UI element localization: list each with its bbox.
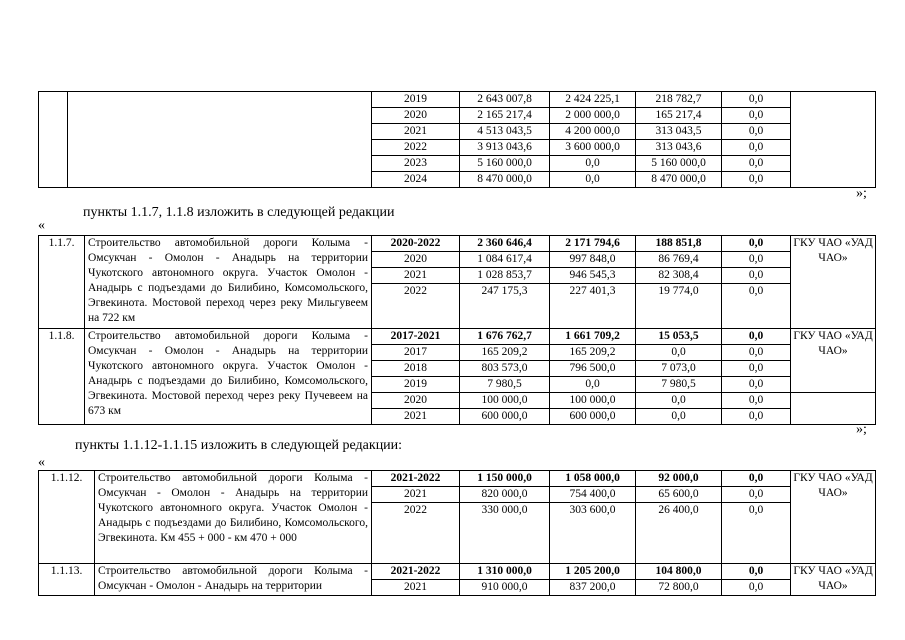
table-cell: 803 573,0 <box>460 361 550 377</box>
total-cell: 2 171 794,6 <box>550 236 636 252</box>
top-table <box>38 91 876 188</box>
table-cell: 2021 <box>372 580 460 596</box>
table-cell: 5 160 000,0 <box>460 156 550 172</box>
table-cell: 0,0 <box>722 140 791 156</box>
table-cell: 0,0 <box>722 377 791 393</box>
total-cell: 2021-2022 <box>372 471 460 487</box>
total-cell: 104 800,0 <box>636 564 722 580</box>
table-cell: 600 000,0 <box>550 409 636 425</box>
table-cell: 2021 <box>372 487 460 503</box>
table-cell: 72 800,0 <box>636 580 722 596</box>
table-cell: 2 424 225,1 <box>550 92 636 108</box>
item-number: 1.1.8. <box>39 329 85 425</box>
total-cell: 1 150 000,0 <box>460 471 550 487</box>
total-cell: 1 058 000,0 <box>550 471 636 487</box>
total-cell: 2017-2021 <box>372 329 460 345</box>
table-cell: 218 782,7 <box>636 92 722 108</box>
responsible-org: ГКУ ЧАО «УАД ЧАО» <box>791 236 876 329</box>
table-cell: 1 084 617,4 <box>460 252 550 268</box>
responsible-org: ГКУ ЧАО «УАД ЧАО» <box>791 329 876 393</box>
total-cell: 1 661 709,2 <box>550 329 636 345</box>
table-cell: 910 000,0 <box>460 580 550 596</box>
table-cell: 165 209,2 <box>460 345 550 361</box>
table-cell: 820 000,0 <box>460 487 550 503</box>
table-cell: 247 175,3 <box>460 284 550 329</box>
item-description: Строительство автомобильной дороги Колыма - Омсукчан - Омолон - Анадырь на территории Чукотского автономного округа. Участок Омолон - Анадырь с подъездами до Билибино, Комсомольского, Эгвекинота. Мостовой переход через реку Мильгувеем на 722 км <box>85 236 372 329</box>
table-cell: 0,0 <box>722 393 791 409</box>
table-cell: 2019 <box>372 377 460 393</box>
table-cell: 0,0 <box>722 409 791 425</box>
table-cell: 0,0 <box>722 268 791 284</box>
table-cell: 86 769,4 <box>636 252 722 268</box>
table-cell: 0,0 <box>722 156 791 172</box>
item-number: 1.1.12. <box>39 471 95 564</box>
table-cell: 2020 <box>372 108 460 124</box>
item-number: 1.1.13. <box>39 564 95 596</box>
table-cell: 26 400,0 <box>636 503 722 564</box>
table-cell: 796 500,0 <box>550 361 636 377</box>
table-cell: 0,0 <box>636 409 722 425</box>
table-cell: 0,0 <box>722 580 791 596</box>
table-cell: 100 000,0 <box>550 393 636 409</box>
table-cell: 165 209,2 <box>550 345 636 361</box>
table-cell: 2022 <box>372 140 460 156</box>
table-cell: 2022 <box>372 284 460 329</box>
table-cell: 3 913 043,6 <box>460 140 550 156</box>
total-cell: 92 000,0 <box>636 471 722 487</box>
table-cell: 82 308,4 <box>636 268 722 284</box>
table-cell: 5 160 000,0 <box>636 156 722 172</box>
close-quote: »; <box>856 186 867 201</box>
table-cell: 8 470 000,0 <box>460 172 550 188</box>
item-number: 1.1.7. <box>39 236 85 329</box>
table-cell: 0,0 <box>722 284 791 329</box>
table-cell: 4 200 000,0 <box>550 124 636 140</box>
table-cell: 2023 <box>372 156 460 172</box>
table-cell: 0,0 <box>722 172 791 188</box>
table-cell: 0,0 <box>722 503 791 564</box>
table-cell: 0,0 <box>722 124 791 140</box>
total-cell: 1 676 762,7 <box>460 329 550 345</box>
total-cell: 188 851,8 <box>636 236 722 252</box>
table-cell: 1 028 853,7 <box>460 268 550 284</box>
table-cell: 330 000,0 <box>460 503 550 564</box>
table-cell: 2 643 007,8 <box>460 92 550 108</box>
responsible-org: ГКУ ЧАО «УАД ЧАО» <box>791 564 876 596</box>
table-cell: 4 513 043,5 <box>460 124 550 140</box>
table-cell: 7 073,0 <box>636 361 722 377</box>
table-cell: 313 043,6 <box>636 140 722 156</box>
table-cell: 0,0 <box>550 377 636 393</box>
table-cell: 997 848,0 <box>550 252 636 268</box>
table-cell: 303 600,0 <box>550 503 636 564</box>
table-cell: 0,0 <box>550 156 636 172</box>
table-cell: 0,0 <box>722 108 791 124</box>
table-cell: 165 217,4 <box>636 108 722 124</box>
total-cell: 15 053,5 <box>636 329 722 345</box>
table-cell: 3 600 000,0 <box>550 140 636 156</box>
table-cell: 2 000 000,0 <box>550 108 636 124</box>
total-cell: 2020-2022 <box>372 236 460 252</box>
empty-cell <box>791 393 876 425</box>
table-cell: 2019 <box>372 92 460 108</box>
item-description: Строительство автомобильной дороги Колыма - Омсукчан - Омолон - Анадырь на территории Чукотского автономного округа. Участок Омолон - Анадырь с подъездами до Билибино, Комсомольского, Эгвекинота. Км 455 + 000 - км 470 + 000 <box>95 471 372 564</box>
close-quote: »; <box>856 422 867 437</box>
total-cell: 0,0 <box>722 329 791 345</box>
table-cell: 2020 <box>372 252 460 268</box>
open-quote: « <box>38 218 45 233</box>
total-cell: 0,0 <box>722 471 791 487</box>
table-cell: 946 545,3 <box>550 268 636 284</box>
table-cell: 227 401,3 <box>550 284 636 329</box>
table-cell: 0,0 <box>636 345 722 361</box>
responsible-org: ГКУ ЧАО «УАД ЧАО» <box>791 471 876 564</box>
total-cell: 2 360 646,4 <box>460 236 550 252</box>
open-quote: « <box>38 455 45 470</box>
table-cell: 837 200,0 <box>550 580 636 596</box>
item-description: Строительство автомобильной дороги Колыма - Омсукчан - Омолон - Анадырь на территории Чукотского автономного округа. Участок Омолон - Анадырь с подъездами до Билибино, Комсомольского, Эгвекинота. Мостовой переход через реку Пучевеем на 673 км <box>85 329 372 425</box>
table-cell: 2021 <box>372 124 460 140</box>
total-cell: 0,0 <box>722 564 791 580</box>
table-cell: 0,0 <box>722 345 791 361</box>
table-cell: 100 000,0 <box>460 393 550 409</box>
section-heading: пункты 1.1.12-1.1.15 изложить в следующей редакции: <box>75 438 403 453</box>
total-cell: 0,0 <box>722 236 791 252</box>
table-cell: 0,0 <box>636 393 722 409</box>
table-cell: 0,0 <box>722 252 791 268</box>
section-1-table <box>38 235 876 425</box>
table-cell: 7 980,5 <box>460 377 550 393</box>
table-cell: 8 470 000,0 <box>636 172 722 188</box>
table-cell: 600 000,0 <box>460 409 550 425</box>
table-cell: 2021 <box>372 268 460 284</box>
table-cell: 2018 <box>372 361 460 377</box>
section-2-table <box>38 470 876 596</box>
table-cell: 7 980,5 <box>636 377 722 393</box>
total-cell: 2021-2022 <box>372 564 460 580</box>
table-cell: 0,0 <box>722 487 791 503</box>
table-cell: 0,0 <box>550 172 636 188</box>
table-cell: 2020 <box>372 393 460 409</box>
table-cell: 65 600,0 <box>636 487 722 503</box>
top-table-num-cell <box>39 92 68 188</box>
section-heading: пункты 1.1.7, 1.1.8 изложить в следующей редакции <box>83 205 395 220</box>
table-cell: 313 043,5 <box>636 124 722 140</box>
table-cell: 754 400,0 <box>550 487 636 503</box>
item-description: Строительство автомобильной дороги Колыма - Омсукчан - Омолон - Анадырь на территории <box>95 564 372 596</box>
table-cell: 2 165 217,4 <box>460 108 550 124</box>
table-cell: 0,0 <box>722 361 791 377</box>
table-cell: 2017 <box>372 345 460 361</box>
top-table-desc-cell <box>68 92 372 188</box>
table-cell: 2021 <box>372 409 460 425</box>
table-cell: 0,0 <box>722 92 791 108</box>
table-cell: 2024 <box>372 172 460 188</box>
table-cell: 2022 <box>372 503 460 564</box>
table-cell: 19 774,0 <box>636 284 722 329</box>
total-cell: 1 205 200,0 <box>550 564 636 580</box>
total-cell: 1 310 000,0 <box>460 564 550 580</box>
top-table-resp-cell <box>791 92 876 188</box>
